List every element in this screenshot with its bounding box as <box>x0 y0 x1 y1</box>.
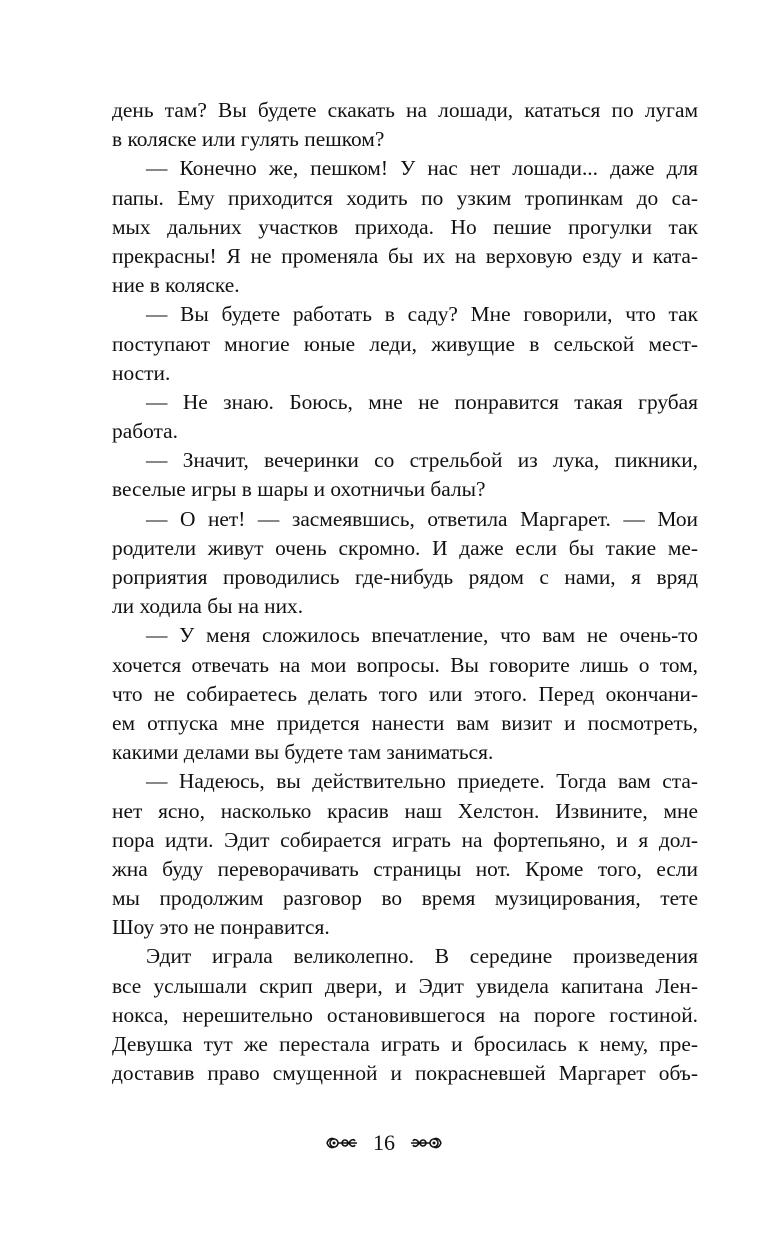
text-line: — Не знаю. Боюсь, мне не понравится такая грубая <box>146 389 698 414</box>
text-line: ности. <box>112 360 171 385</box>
text-line: Девушка тут же перестала играть и бросилась к нему, пре- <box>112 1032 698 1056</box>
text-line: — О нет! — засмеявшись, ответила Маргарет. — Мои <box>146 506 698 531</box>
text-line: — Вы будете работать в саду? Мне говорили, что так <box>146 302 698 327</box>
text-line: прекрасны! Я не променяла бы их на верховую езду и ката- <box>112 243 698 268</box>
text-line: — Значит, вечеринки со стрельбой из лука, пикники, <box>146 448 698 473</box>
text-line: мых дальних участков прихода. Но пешие прогулки так <box>112 214 698 239</box>
text-line: — У меня сложилось впечатление, что вам не очень-то <box>146 623 698 648</box>
book-page-text <box>112 96 698 1088</box>
text-line: — Надеюсь, вы действительно приедете. Тогда вам ста- <box>146 769 698 794</box>
page-footer <box>0 1123 768 1163</box>
text-line: — Конечно же, пешком! У нас нет лошади... даже для <box>146 156 698 181</box>
text-line: пора идти. Эдит собирается играть на фортепьяно, и я дол- <box>112 827 698 852</box>
text-line: ние в коляске. <box>112 273 240 298</box>
text-line: день там? Вы будете скакать на лошади, кататься по лугам <box>112 98 698 122</box>
text-line: поступают многие юные леди, живущие в сельской мест- <box>112 331 698 356</box>
text-line: работа. <box>112 419 178 444</box>
text-line: доставив право смущенной и покрасневшей Маргарет объ- <box>112 1061 698 1086</box>
page-number: 16 <box>373 1130 395 1155</box>
text-line: все услышали скрип двери, и Эдит увидела капитана Лен- <box>112 973 698 998</box>
text-line: ем отпуска мне придется нанести вам визит и посмотреть, <box>112 710 698 735</box>
right-floral-ornament-icon <box>409 1132 443 1154</box>
text-line: папы. Ему приходится ходить по узким тропинкам до са- <box>112 185 698 210</box>
text-line: Эдит играла великолепно. В середине произведения <box>146 944 698 969</box>
text-line: ли ходила бы на них. <box>112 594 304 619</box>
text-line: роприятия проводились где-нибудь рядом с нами, я вряд <box>112 565 698 589</box>
text-line: нокса, нерешительно остановившегося на пороге гостиной. <box>112 1002 698 1027</box>
text-line: родители живут очень скромно. И даже если бы такие ме- <box>112 535 698 560</box>
text-line: хочется отвечать на мои вопросы. Вы говорите лишь о том, <box>112 652 698 677</box>
text-line: нет ясно, насколько красив наш Хелстон. Извините, мне <box>112 798 698 823</box>
text-line: что не собираетесь делать того или этого. Перед окончани- <box>112 681 698 706</box>
text-line: жна буду переворачивать страницы нот. Кроме того, если <box>112 856 698 881</box>
text-line: какими делами вы будете там заниматься. <box>112 740 494 765</box>
text-line: веселые игры в шары и охотничьи балы? <box>112 477 486 502</box>
left-floral-ornament-icon <box>325 1132 359 1154</box>
text-line: Шоу это не понравится. <box>112 915 330 940</box>
text-line: в коляске или гулять пешком? <box>112 127 385 152</box>
text-line: мы продолжим разговор во время музицирования, тете <box>112 886 698 911</box>
